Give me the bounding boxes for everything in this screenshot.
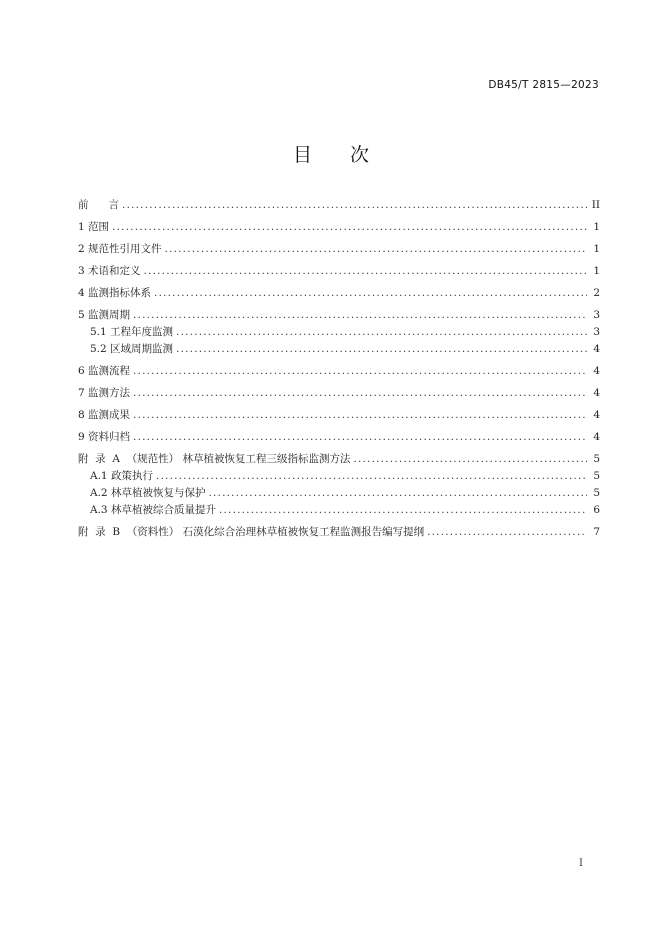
toc-entry-normative-references[interactable] bbox=[78, 244, 600, 255]
toc-label: 9 资料归档 bbox=[78, 431, 131, 443]
leader-dots bbox=[154, 288, 587, 299]
toc-entry-monitoring-results[interactable] bbox=[78, 410, 600, 421]
toc-entry-foreword[interactable] bbox=[78, 200, 600, 211]
title-char-1: 目 bbox=[292, 144, 312, 166]
toc-page: 4 bbox=[593, 409, 600, 421]
toc-label: 5 监测周期 bbox=[78, 309, 131, 321]
toc-page: 5 bbox=[593, 487, 600, 499]
toc-page: 4 bbox=[593, 387, 600, 399]
toc-page: 7 bbox=[593, 526, 600, 538]
toc-page: 3 bbox=[593, 309, 600, 321]
title-char-2: 次 bbox=[350, 144, 370, 166]
toc-entry-monitoring-process[interactable] bbox=[78, 366, 600, 377]
toc-entry-monitoring-method[interactable] bbox=[78, 388, 600, 399]
toc-entry-archiving[interactable] bbox=[78, 432, 600, 443]
toc-entry-appendix-b[interactable] bbox=[78, 527, 600, 538]
toc-label: 7 监测方法 bbox=[78, 387, 131, 399]
toc-label: 2 规范性引用文件 bbox=[78, 243, 162, 255]
toc-entry-appendix-a[interactable] bbox=[78, 454, 600, 465]
toc-entry-monitoring-period[interactable] bbox=[78, 310, 600, 321]
toc-entry-5-1[interactable] bbox=[78, 327, 600, 338]
leader-dots bbox=[208, 488, 587, 499]
toc-label: 附 录 A （规范性） 林草植被恢复工程三级指标监测方法 bbox=[78, 453, 351, 465]
toc-entry-a-2[interactable] bbox=[78, 488, 600, 499]
leader-dots bbox=[219, 505, 587, 516]
leader-dots bbox=[133, 366, 587, 377]
toc-entry-indicator-system[interactable] bbox=[78, 288, 600, 299]
leader-dots bbox=[133, 388, 587, 399]
toc-page: II bbox=[591, 199, 600, 211]
leader-dots bbox=[176, 327, 587, 338]
toc-entry-scope[interactable] bbox=[78, 222, 600, 233]
toc-page: 1 bbox=[593, 221, 600, 233]
toc-label: 8 监测成果 bbox=[78, 409, 131, 421]
leader-dots bbox=[122, 200, 587, 211]
toc-entry-a-3[interactable] bbox=[78, 505, 600, 516]
toc-entry-5-2[interactable] bbox=[78, 344, 600, 355]
toc-label: 附 录 B （资料性） 石漠化综合治理林草植被恢复工程监测报告编写提纲 bbox=[78, 526, 425, 538]
toc-label: A.2 林草植被恢复与保护 bbox=[90, 487, 206, 499]
leader-dots bbox=[156, 471, 587, 482]
leader-dots bbox=[112, 222, 587, 233]
toc-page: 4 bbox=[593, 365, 600, 377]
leader-dots bbox=[133, 310, 587, 321]
toc-label: 6 监测流程 bbox=[78, 365, 131, 377]
toc-page: 5 bbox=[593, 453, 600, 465]
leader-dots bbox=[176, 344, 587, 355]
toc-entry-a-1[interactable] bbox=[78, 471, 600, 482]
toc-label: A.3 林草植被综合质量提升 bbox=[90, 504, 216, 516]
toc-label: 5.2 区域周期监测 bbox=[90, 343, 174, 355]
table-of-contents bbox=[78, 200, 600, 538]
toc-label: 5.1 工程年度监测 bbox=[90, 326, 174, 338]
toc-label: 4 监测指标体系 bbox=[78, 287, 152, 299]
toc-page: 2 bbox=[593, 287, 600, 299]
page-title bbox=[0, 140, 662, 167]
toc-label: 3 术语和定义 bbox=[78, 265, 141, 277]
page-number: I bbox=[579, 858, 583, 869]
toc-page: 6 bbox=[593, 504, 600, 516]
toc-page: 1 bbox=[593, 265, 600, 277]
document-code: DB45/T 2815—2023 bbox=[488, 79, 599, 91]
toc-page: 3 bbox=[593, 326, 600, 338]
leader-dots bbox=[133, 432, 587, 443]
leader-dots bbox=[353, 454, 587, 465]
leader-dots bbox=[165, 244, 587, 255]
toc-page: 1 bbox=[593, 243, 600, 255]
toc-page: 4 bbox=[593, 431, 600, 443]
leader-dots bbox=[144, 266, 587, 277]
leader-dots bbox=[427, 527, 587, 538]
toc-label: A.1 政策执行 bbox=[90, 470, 153, 482]
toc-page: 4 bbox=[593, 343, 600, 355]
toc-label: 前 言 bbox=[78, 199, 120, 211]
toc-entry-terms[interactable] bbox=[78, 266, 600, 277]
toc-page: 5 bbox=[593, 470, 600, 482]
toc-label: 1 范围 bbox=[78, 221, 110, 233]
leader-dots bbox=[133, 410, 587, 421]
